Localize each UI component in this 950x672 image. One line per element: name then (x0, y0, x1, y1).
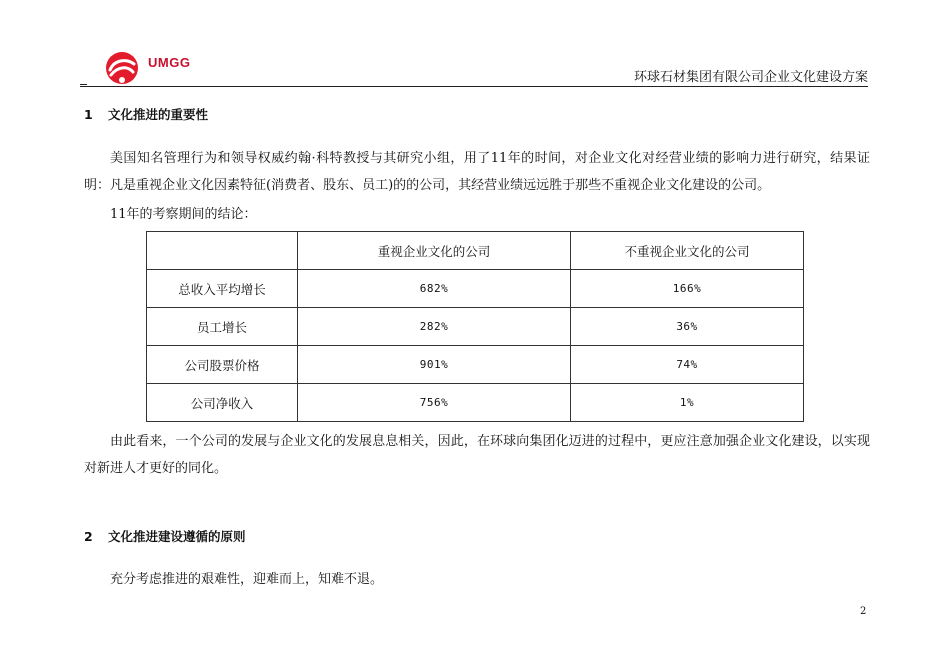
header-rule (80, 86, 868, 87)
row-label: 公司股票价格 (147, 346, 298, 384)
comparison-table (146, 231, 804, 422)
logo-wordmark: UMGG (148, 55, 191, 70)
table-cell: 756% (298, 384, 571, 422)
company-logo (96, 50, 206, 86)
table-cell: 901% (298, 346, 571, 384)
section-2-paragraph-1: 充分考虑推进的艰难性，迎难而上，知难不退。 (110, 572, 384, 587)
page-number: 2 (860, 606, 867, 617)
logo-swirl-icon (96, 50, 146, 86)
section-1-title: 文化推进的重要性 (108, 107, 209, 122)
table-row (147, 346, 804, 384)
table-row (147, 308, 804, 346)
row-label: 总收入平均增长 (147, 270, 298, 308)
section-2-number: 2 (84, 529, 93, 544)
row-label: 员工增长 (147, 308, 298, 346)
table-header-row (147, 232, 804, 270)
section-2-title: 文化推进建设遵循的原则 (108, 529, 246, 544)
section-1-paragraph-2: 11年的考察期间的结论： (110, 207, 257, 222)
table-cell: 282% (298, 308, 571, 346)
table-cell: 682% (298, 270, 571, 308)
table-cell: 1% (571, 384, 804, 422)
section-2-heading (84, 527, 246, 545)
table-header-cell (147, 232, 298, 270)
document-title: 环球石材集团有限公司企业文化建设方案 (633, 70, 868, 85)
section-1-number: 1 (84, 107, 93, 122)
section-1-heading (84, 105, 208, 123)
table-header-cell: 重视企业文化的公司 (298, 232, 571, 270)
table-cell: 36% (571, 308, 804, 346)
header-dash (80, 84, 87, 85)
section-1-paragraph-1: 美国知名管理行为和领导权威约翰·科特教授与其研究小组，用了11年的时间，对企业文化对经营业绩的影响力进行研究，结果证明：凡是重视企业文化因素特征(消费者、股东、员工)的的公司，其经营业绩远远胜于那些不重视企业文化建设的公司。 (84, 151, 870, 193)
table-header-cell: 不重视企业文化的公司 (571, 232, 804, 270)
row-label: 公司净收入 (147, 384, 298, 422)
table-cell: 74% (571, 346, 804, 384)
table-row (147, 270, 804, 308)
table-row (147, 384, 804, 422)
page-header (80, 50, 868, 86)
section-1-paragraph-3: 由此看来，一个公司的发展与企业文化的发展息息相关，因此，在环球向集团化迈进的过程中，更应注意加强企业文化建设，以实现对新进人才更好的同化。 (84, 434, 870, 476)
table-cell: 166% (571, 270, 804, 308)
